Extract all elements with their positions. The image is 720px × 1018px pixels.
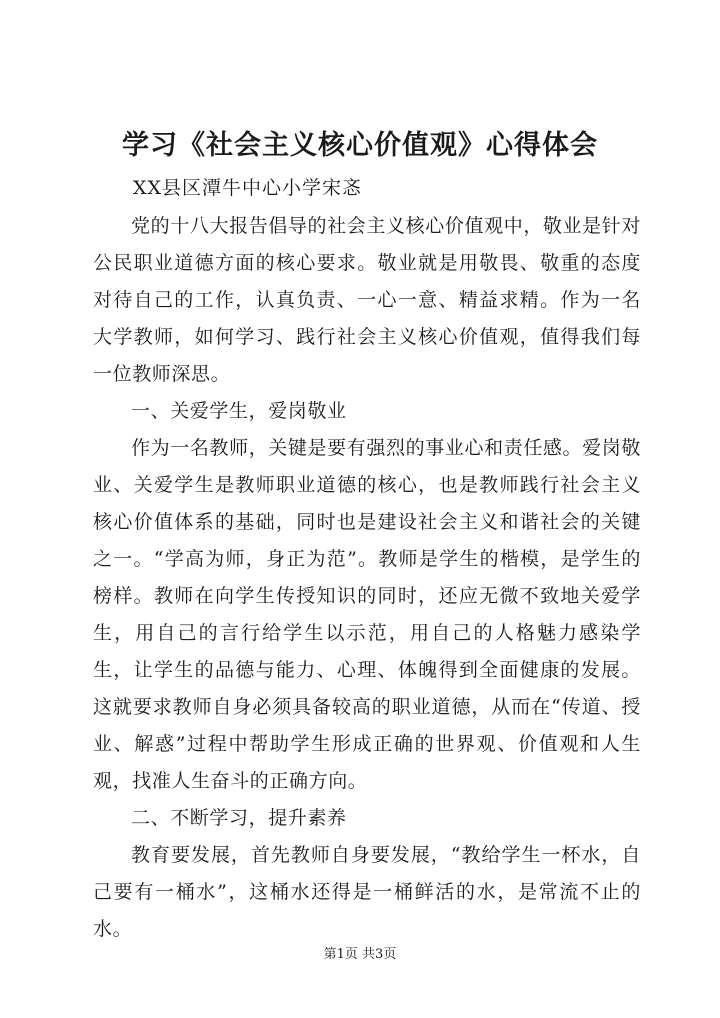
paragraph-section-2: 教育要发展，首先教师自身要发展，“教给学生一杯水，自己要有一桶水”，这桶水还得是一桶鲜活的水，是常流不止的水。 (93, 844, 641, 940)
section-heading-1: 一、关爱学生，爱岗敬业 (131, 400, 347, 422)
document-author: XX县区潭牛中心小学宋忞 (133, 177, 363, 199)
section-heading-2: 二、不断学习，提升素养 (131, 807, 347, 829)
document-title: 学习《社会主义核心价值观》心得体会 (122, 130, 598, 161)
document-body (93, 208, 641, 948)
paragraph-section-1: 作为一名教师，关键是要有强烈的事业心和责任感。爱岗敬业、关爱学生是教师职业道德的核心，也是教师践行社会主义核心价值体系的基础，同时也是建设社会主义和谐社会的关键之一。“学高为师，身正为范”。教师是学生的楷模，是学生的榜样。教师在向学生传授知识的同时，还应无微不致地关爱学生，用自己的言行给学生以示范，用自己的人格魅力感染学生，让学生的品德与能力、心理、体魄得到全面健康的发展。这就要求教师自身必须具备较高的职业道德，从而在“传道、授业、解惑”过程中帮助学生形成正确的世界观、价值观和人生观，找准人生奋斗的正确方向。 (93, 437, 641, 792)
paragraph-intro: 党的十八大报告倡导的社会主义核心价值观中，敬业是针对公民职业道德方面的核心要求。敬业就是用敬畏、敬重的态度对待自己的工作，认真负责、一心一意、精益求精。作为一名大学教师，如何学习、践行社会主义核心价值观，值得我们每一位教师深思。 (93, 215, 641, 385)
page-number-footer: 第1页 共3页 (323, 947, 397, 962)
